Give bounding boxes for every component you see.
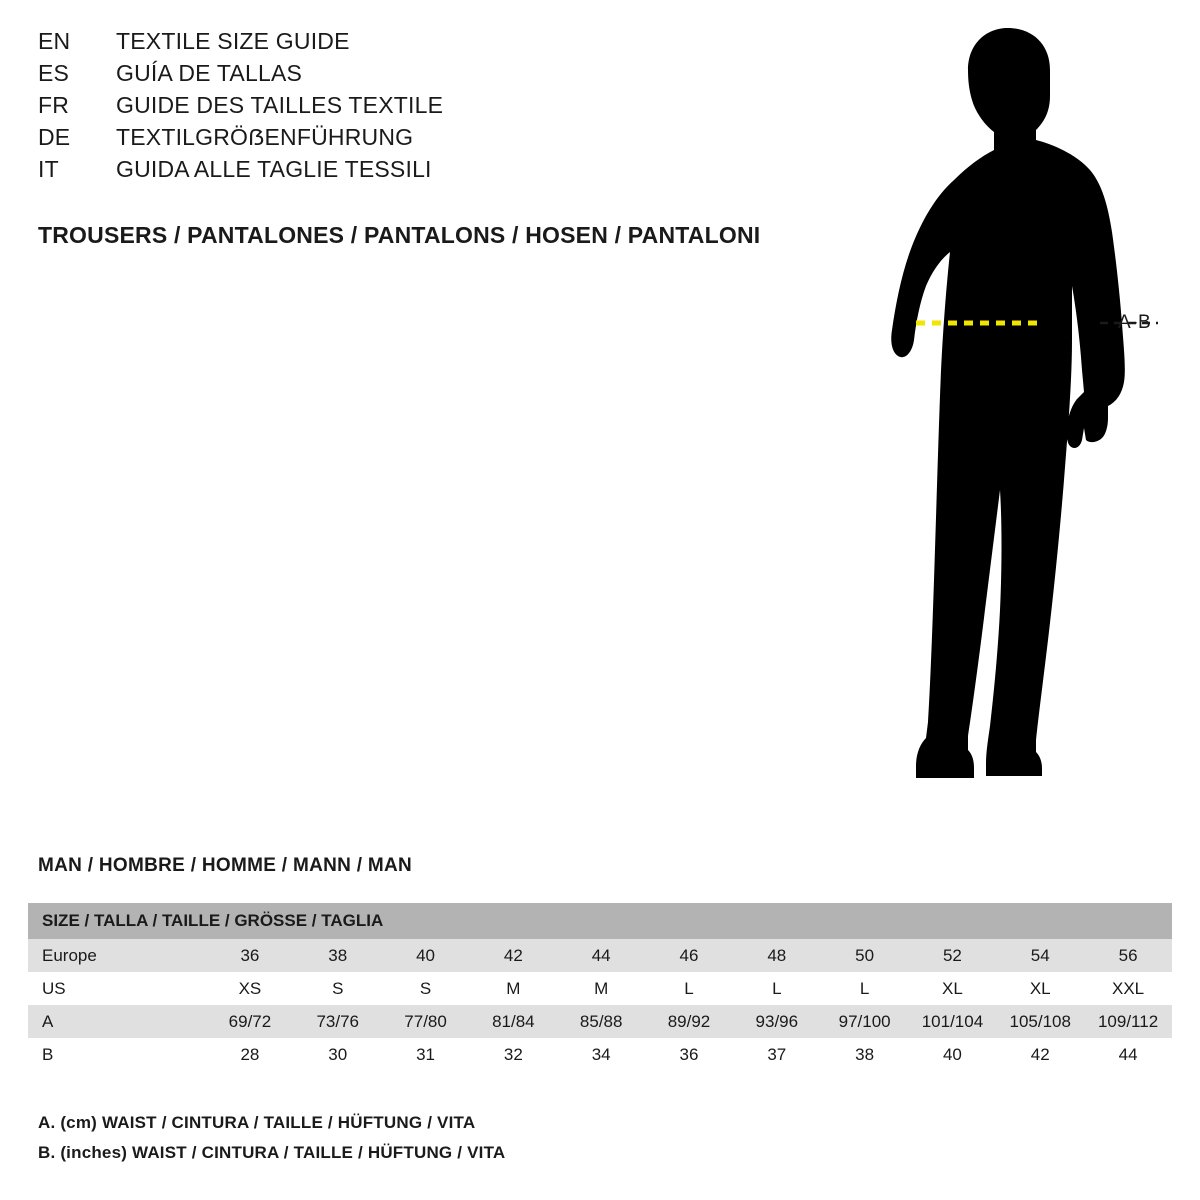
- table-cell: 93/96: [733, 1005, 821, 1038]
- table-cell: 81/84: [469, 1005, 557, 1038]
- table-cell: 37: [733, 1038, 821, 1071]
- table-row: [28, 939, 1172, 972]
- language-title: TEXTILE SIZE GUIDE: [116, 28, 350, 54]
- table-cell: 97/100: [821, 1005, 909, 1038]
- table-row: [28, 1038, 1172, 1071]
- table-cell: 36: [645, 1038, 733, 1071]
- row-label-b: B: [28, 1038, 206, 1071]
- footnotes-block: [38, 1108, 505, 1168]
- table-cell: 42: [996, 1038, 1084, 1071]
- table-cell: 32: [469, 1038, 557, 1071]
- table-cell: M: [557, 972, 645, 1005]
- table-cell: L: [645, 972, 733, 1005]
- row-label-europe: Europe: [28, 939, 206, 972]
- size-table: [28, 903, 1172, 1071]
- silhouette-svg: [790, 10, 1190, 810]
- table-cell: 101/104: [909, 1005, 997, 1038]
- table-cell: L: [821, 972, 909, 1005]
- row-label-a: A: [28, 1005, 206, 1038]
- language-row: [38, 28, 798, 60]
- language-row: [38, 156, 798, 188]
- table-cell: 42: [469, 939, 557, 972]
- table-cell: 50: [821, 939, 909, 972]
- garment-type-title: TROUSERS / PANTALONES / PANTALONS / HOSEN / PANTALONI: [38, 222, 761, 248]
- table-cell: XL: [996, 972, 1084, 1005]
- table-cell: 34: [557, 1038, 645, 1071]
- measure-label-ab: A-B: [1118, 312, 1152, 333]
- table-cell: 69/72: [206, 1005, 294, 1038]
- table-cell: XL: [909, 972, 997, 1005]
- language-code: IT: [38, 156, 59, 182]
- language-title: GUIDA ALLE TAGLIE TESSILI: [116, 156, 432, 182]
- language-row: [38, 124, 798, 156]
- table-row: [28, 1005, 1172, 1038]
- table-cell: 44: [557, 939, 645, 972]
- table-cell: S: [382, 972, 470, 1005]
- language-code: FR: [38, 92, 70, 118]
- table-cell: 38: [294, 939, 382, 972]
- table-cell: 77/80: [382, 1005, 470, 1038]
- table-cell: XXL: [1084, 972, 1172, 1005]
- table-cell: 89/92: [645, 1005, 733, 1038]
- language-row: [38, 92, 798, 124]
- table-cell: 36: [206, 939, 294, 972]
- table-cell: 52: [909, 939, 997, 972]
- language-code: DE: [38, 124, 71, 150]
- language-code: EN: [38, 28, 71, 54]
- table-cell: L: [733, 972, 821, 1005]
- table-cell: 73/76: [294, 1005, 382, 1038]
- table-header-label: SIZE / TALLA / TAILLE / GRÖSSE / TAGLIA: [28, 903, 1172, 939]
- language-title: GUIDE DES TAILLES TEXTILE: [116, 92, 444, 118]
- table-row: [28, 972, 1172, 1005]
- table-cell: 56: [1084, 939, 1172, 972]
- table-cell: 109/112: [1084, 1005, 1172, 1038]
- table-cell: 40: [382, 939, 470, 972]
- table-cell: XS: [206, 972, 294, 1005]
- table-cell: 28: [206, 1038, 294, 1071]
- language-code: ES: [38, 60, 70, 86]
- table-cell: 38: [821, 1038, 909, 1071]
- language-title: TEXTILGRÖẞENFÜHRUNG: [116, 124, 414, 150]
- table-cell: 48: [733, 939, 821, 972]
- table-section-title: MAN / HOMBRE / HOMME / MANN / MAN: [38, 855, 413, 876]
- table-header-row: [28, 903, 1172, 939]
- language-row: [38, 60, 798, 92]
- row-label-us: US: [28, 972, 206, 1005]
- table-cell: 85/88: [557, 1005, 645, 1038]
- table-cell: 31: [382, 1038, 470, 1071]
- table-cell: 40: [909, 1038, 997, 1071]
- footnote-b: B. (inches) WAIST / CINTURA / TAILLE / HÜFTUNG / VITA: [38, 1143, 506, 1162]
- table-cell: S: [294, 972, 382, 1005]
- table-cell: 30: [294, 1038, 382, 1071]
- table-cell: 54: [996, 939, 1084, 972]
- male-silhouette-figure: [790, 10, 1190, 810]
- table-cell: 44: [1084, 1038, 1172, 1071]
- footnote-a: A. (cm) WAIST / CINTURA / TAILLE / HÜFTUNG / VITA: [38, 1113, 476, 1132]
- language-title-block: [38, 28, 798, 188]
- table-cell: 46: [645, 939, 733, 972]
- table-cell: 105/108: [996, 1005, 1084, 1038]
- table-cell: M: [469, 972, 557, 1005]
- language-title: GUÍA DE TALLAS: [116, 60, 303, 86]
